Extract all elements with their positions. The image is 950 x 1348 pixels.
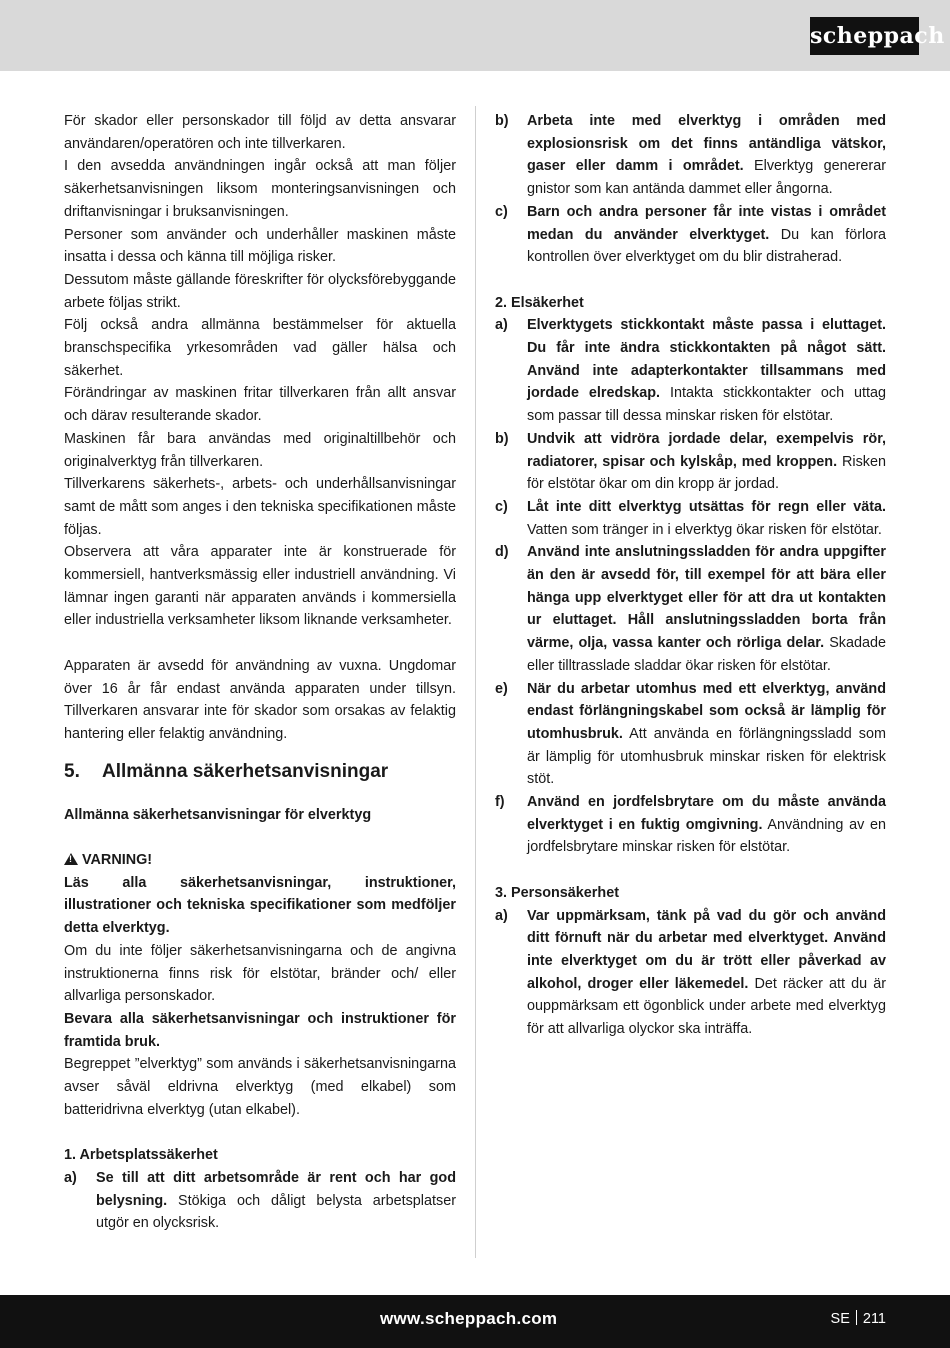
list-marker: a) (495, 907, 508, 924)
paragraph: Om du inte följer säkerhetsanvisningarna och de angivna instruktionerna finns risk för elstötar, bränder och/ eller allvarliga personskador. (64, 942, 456, 1005)
list-item-bold: Låt inte ditt elverktyg utsättas för regn eller väta. (527, 498, 886, 515)
paragraph: Dessutom måste gällande föreskrifter för olycksförebyggande arbete följas strikt. (64, 271, 456, 311)
list-item-text: Vatten som tränger in i elverktyg ökar risken för elstötar. (527, 521, 882, 538)
list-item-bold: Använd inte anslutningssladden för andra uppgifter än den är avsedd för, till exempel för att bära eller hänga upp elverktyget eller för att dra ut kontakten ur eluttaget. Håll anslutningssladden borta från värme, olja, vassa kanter och rörliga delar. (527, 544, 886, 652)
list-marker: b) (495, 113, 509, 129)
column-divider (475, 106, 476, 1258)
list-item (495, 905, 886, 1041)
paragraph: Begreppet ”elverktyg” som används i säkerhetsanvisningarna avser såväl eldrivna elverktyg (med elkabel) som batteridrivna elverktyg (utan elkabel). (64, 1056, 456, 1118)
list-item-text: Det räcker att du är ouppmärksam ett ögonblick under arbete med elverktyg för att allvarliga olyckor ska inträffa. (527, 975, 886, 1038)
subsection-heading: 1. Arbetsplatssäkerhet (64, 1147, 218, 1164)
list-item (495, 314, 886, 428)
list-item (495, 428, 886, 496)
list-marker: c) (495, 498, 508, 515)
list-item (64, 1167, 456, 1235)
warning-label: VARNING! (82, 852, 153, 869)
warning-icon (64, 853, 78, 865)
list-item-bold: Elverktygets stickkontakt måste passa i eluttaget. Du får inte ändra stickkontakten på något sätt. Använd inte adapterkontakter tillsammans med jordade elredskap. (527, 317, 886, 402)
list-item-bold: Se till att ditt arbetsområde är rent och har god belysning. (96, 1169, 456, 1209)
list-item (495, 110, 886, 201)
left-column (64, 110, 456, 1235)
section-heading (64, 758, 456, 786)
website-link[interactable]: www.scheppach.com (380, 1309, 558, 1328)
list-marker: d) (495, 544, 509, 561)
list-item-text: Risken för elstötar ökar om din kropp är jordad. (527, 453, 886, 493)
list-item (495, 791, 886, 859)
section-title: Allmänna säkerhetsanvisningar (102, 760, 389, 782)
language-code: SE (830, 1311, 850, 1327)
list-item-bold: Var uppmärksam, tänk på vad du gör och använd ditt förnuft när du arbetar med elverktyget. Använd inte elverktyget om du är trött eller påverkad av alkohol, droger eller läkemedel. (527, 907, 886, 992)
list-item-text: Du kan förlora kontrollen över elverktyget om du blir distraherad. (527, 226, 886, 266)
list-item-text: Skadade eller tilltrasslade sladdar ökar risken för elstötar. (527, 635, 887, 674)
right-column (495, 110, 886, 1041)
list-item (495, 678, 886, 792)
paragraph: I den avsedda användningen ingår också att man följer säkerhetsanvisningen liksom monteringsanvisningen och driftanvisningar i bruksanvisningen. (64, 158, 456, 220)
warning-heading (64, 849, 456, 872)
list-item-bold: Barn och andra personer får inte vistas i området medan du använder elverktyget. (527, 203, 886, 243)
subsection-heading: 2. Elsäkerhet (495, 294, 584, 311)
subsection-heading: 3. Personsäkerhet (495, 884, 619, 901)
list-item-text: Elverktyg genererar gnistor som kan antända dammet eller ångorna. (527, 158, 886, 198)
paragraph: För skador eller personskador till följd av detta ansvarar användaren/operatören och inte tillverkaren. (64, 113, 456, 152)
list-item (495, 201, 886, 269)
paragraph: Personer som använder och underhåller maskinen måste insatta i dessa och känna till möjliga risker. (64, 226, 456, 266)
list-item-bold: När du arbetar utomhus med ett elverktyg, använd endast förlängningskabel som också är lämplig för utomhusbruk. (527, 680, 886, 742)
list-marker: b) (495, 430, 509, 447)
list-marker: f) (495, 794, 505, 811)
paragraph: Följ också andra allmänna bestämmelser för aktuella branschspecifika yrkesområden vad gäller hälsa och säkerhet. (64, 317, 456, 379)
list-item-text: Att använda en förlängningssladd som är lämplig för utomhusbruk minskar risken för elektrisk stöt. (527, 725, 886, 788)
list-marker: c) (495, 203, 508, 220)
list-item-text: Stökiga och dåligt belysta arbetsplatser utgör en olycksrisk. (96, 1192, 456, 1232)
list-item (495, 541, 886, 677)
list-item-text: Intakta stickkontakter och uttag som passar till dessa minskar risken för elstötar. (527, 385, 886, 425)
keep-instructions-text: Bevara alla säkerhetsanvisningar och instruktioner för framtida bruk. (64, 1010, 456, 1050)
paragraph: Maskinen får bara användas med originaltillbehör och originalverktyg från tillverkaren. (64, 430, 456, 470)
list-item-bold: Undvik att vidröra jordade delar, exempelvis rör, radiatorer, spisar och kylskåp, med kroppen. (527, 430, 886, 470)
paragraph: Förändringar av maskinen fritar tillverkaren från allt ansvar och därav resulterande skador. (64, 385, 456, 425)
list-item-bold: Arbeta inte med elverktyg i områden med explosionsrisk om det finns antändliga vätskor, gaser eller damm i området. (527, 113, 886, 175)
paragraph: Observera att våra apparater inte är konstruerade för kommersiell, hantverksmässig eller industriell användning. Vi lämnar ingen garanti när apparaten används i kommersiella eller industriella verksamheter liksom liknande verksamheter. (64, 544, 456, 629)
subheading: Allmänna säkerhetsanvisningar för elverktyg (64, 806, 372, 823)
section-number: 5. (64, 760, 80, 782)
warning-text: Läs alla säkerhetsanvisningar, instruktioner, illustrationer och tekniska specifikationer som medföljer detta elverktyg. (64, 874, 456, 937)
list-marker: a) (64, 1169, 77, 1186)
scheppach-logo: scheppach (810, 17, 919, 55)
page-number (831, 1295, 886, 1343)
list-marker: e) (495, 680, 508, 697)
page-header (0, 0, 950, 71)
paragraph: Tillverkarens säkerhets-, arbets- och underhållsanvisningar samt de mått som anges i den tekniska specifikationen måste följas. (64, 476, 456, 538)
page-footer (0, 1295, 950, 1348)
list-item-text: Användning av en jordfelsbrytare minskar risken för elstötar. (527, 816, 886, 856)
list-marker: a) (495, 317, 508, 334)
paragraph: Apparaten är avsedd för användning av vuxna. Ungdomar över 16 år får endast använda apparaten under tillsyn. Tillverkaren ansvarar inte för skador som orsakas av felaktig hantering eller felaktig användning. (64, 657, 456, 742)
separator (856, 1310, 857, 1325)
page-number-value: 211 (862, 1311, 886, 1327)
list-item (495, 496, 886, 541)
list-item-bold: Använd en jordfelsbrytare om du måste använda elverktyget i en fuktig omgivning. (527, 794, 886, 833)
